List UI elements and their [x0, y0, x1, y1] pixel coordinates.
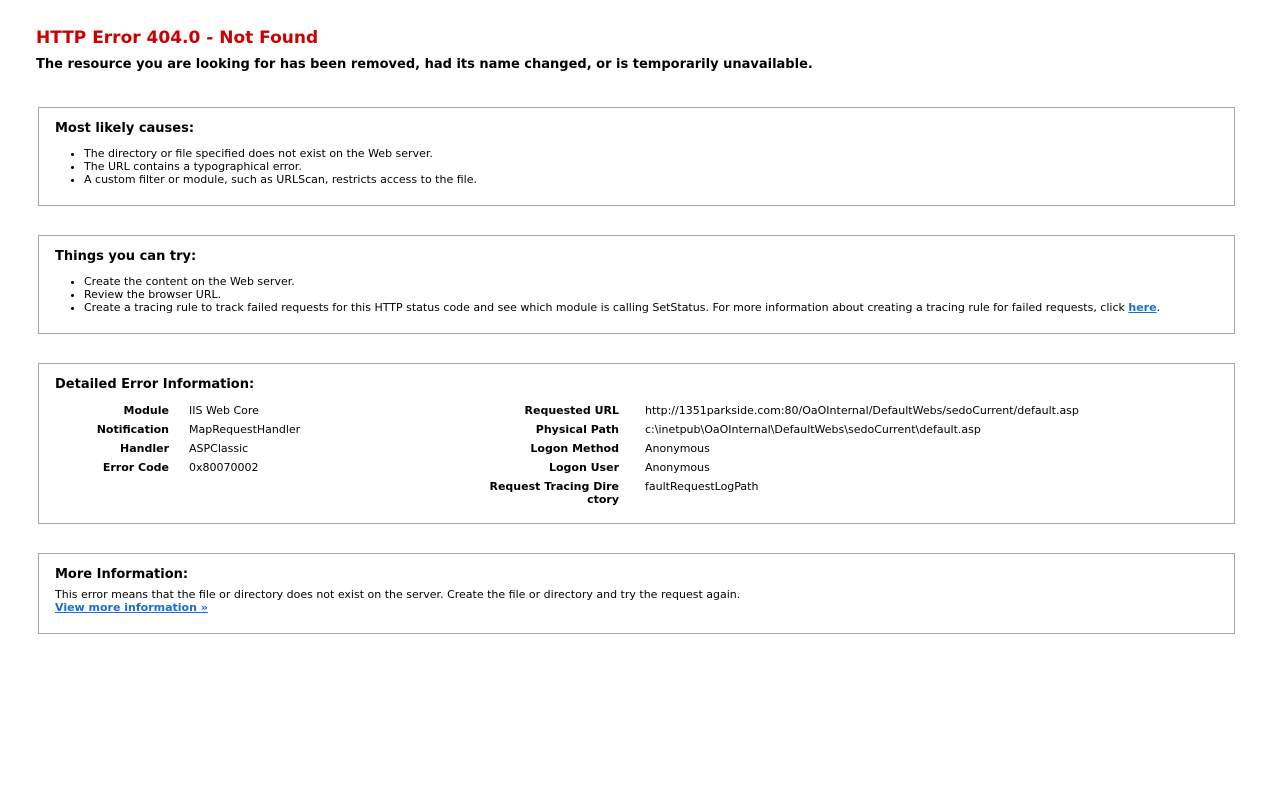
- module-value: IIS Web Core: [189, 404, 259, 417]
- detail-heading: Detailed Error Information:: [55, 377, 255, 392]
- causes-list: [55, 147, 477, 186]
- handler-value: ASPClassic: [189, 442, 249, 455]
- requested-url-value: http://1351parkside.com:80/OaOInternal/DefaultWebs/sedoCurrent/default.asp: [645, 404, 1079, 417]
- physical-path-value: c:\inetpub\OaOInternal\DefaultWebs\sedoCurrent\default.asp: [645, 423, 981, 436]
- error-code-value: 0x80070002: [189, 461, 259, 474]
- error-header: [0, 0, 1280, 74]
- handler-label: Handler: [120, 442, 169, 455]
- more-information-panel: [38, 553, 1235, 634]
- tracing-dir-label-line2: ctory: [587, 493, 619, 506]
- logon-method-value: Anonymous: [645, 442, 710, 455]
- things-to-try-panel: [38, 235, 1235, 334]
- logon-user-value: Anonymous: [645, 461, 710, 474]
- notification-value: MapRequestHandler: [189, 423, 301, 436]
- module-label: Module: [123, 404, 169, 417]
- list-item: • The URL contains a typographical error.: [84, 160, 477, 173]
- try-list: [55, 275, 1160, 314]
- tracing-text: Create a tracing rule to track failed requests for this HTTP status code and see which module is calling SetStatus. For more information about creating a tracing rule for failed requests, click: [84, 301, 1129, 314]
- tracing-dir-label-line1: Request Tracing Dire: [489, 480, 619, 493]
- physical-path-label: Physical Path: [535, 423, 619, 436]
- try-heading: Things you can try:: [55, 249, 197, 264]
- more-description: This error means that the file or directory does not exist on the server. Create the file or directory and try the request again.: [55, 588, 741, 601]
- more-heading: More Information:: [55, 567, 189, 582]
- causes-heading: Most likely causes:: [55, 121, 195, 136]
- logon-user-label: Logon User: [548, 461, 619, 474]
- error-subtitle: The resource you are looking for has been removed, had its name changed, or is temporarily unavailable.: [36, 57, 813, 72]
- notification-label: Notification: [96, 423, 169, 436]
- list-item: [84, 301, 1160, 314]
- tracing-end: .: [1156, 301, 1161, 314]
- detailed-error-panel: [38, 363, 1235, 524]
- list-item: • Create the content on the Web server.: [84, 275, 1160, 288]
- view-more-information-link[interactable]: View more information »: [55, 601, 208, 614]
- tracing-help-link[interactable]: here: [1128, 301, 1157, 314]
- list-item: • A custom filter or module, such as URLScan, restricts access to the file.: [84, 173, 477, 186]
- logon-method-label: Logon Method: [530, 442, 619, 455]
- requested-url-label: Requested URL: [524, 404, 619, 417]
- tracing-dir-label: [479, 480, 619, 506]
- causes-panel: [38, 107, 1235, 206]
- list-item: • Review the browser URL.: [84, 288, 1160, 301]
- list-item: • The directory or file specified does not exist on the Web server.: [84, 147, 477, 160]
- error-title: HTTP Error 404.0 - Not Found: [36, 28, 319, 48]
- error-code-label: Error Code: [102, 461, 169, 474]
- tracing-dir-value: faultRequestLogPath: [645, 480, 759, 493]
